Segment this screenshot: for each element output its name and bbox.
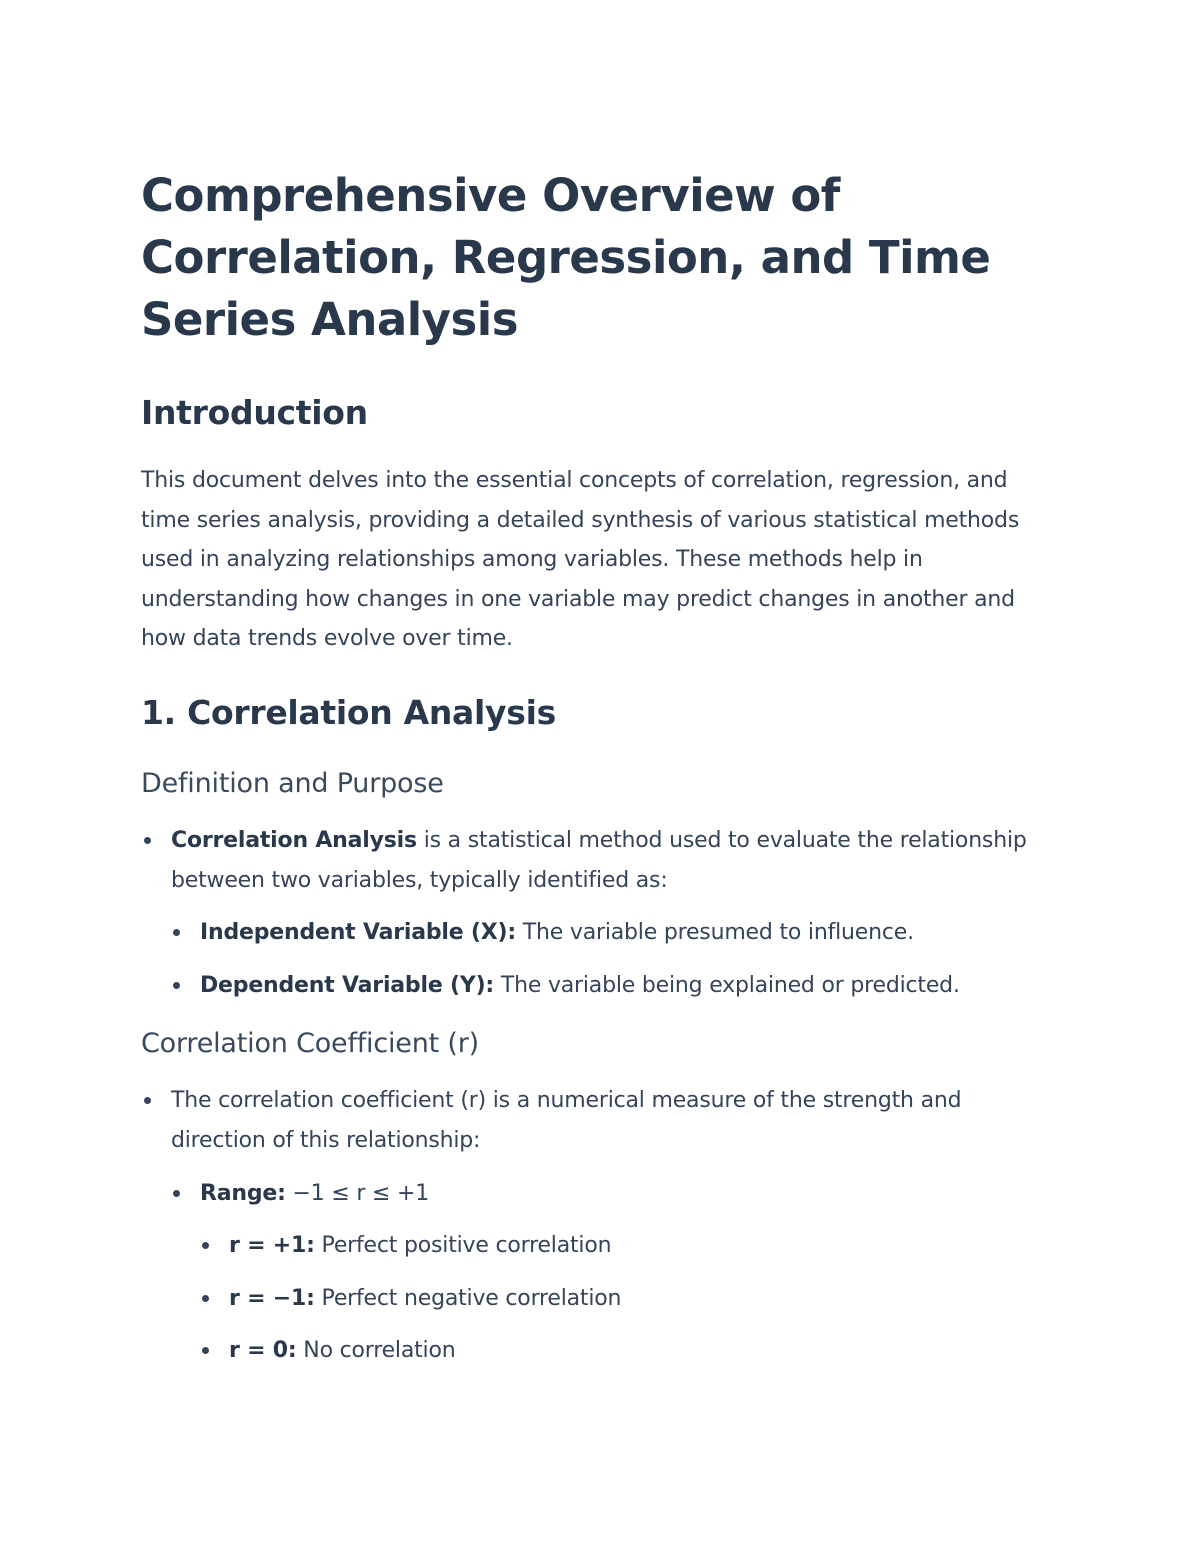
term-text: is a statistical method used to evaluate the relationship between two variables, typically identified as:: [171, 827, 1027, 893]
coefficient-text: The correlation coefficient (r) is a numerical measure of the strength and direction of this relationship:: [171, 1088, 962, 1153]
bullet-icon: [173, 929, 180, 936]
document-title: Comprehensive Overview of Correlation, Regression, and Time Series Analysis: [141, 169, 991, 346]
definition-purpose-heading: Definition and Purpose: [141, 767, 444, 799]
introduction-heading: Introduction: [141, 393, 368, 432]
coefficient-list: [171, 1081, 1056, 1371]
term-bold: r = 0:: [229, 1338, 297, 1364]
term-text: −1 ≤ r ≤ +1: [285, 1180, 430, 1206]
correlation-analysis-heading: 1. Correlation Analysis: [141, 692, 556, 732]
list-item: [200, 966, 1056, 1006]
bullet-icon: [144, 837, 151, 844]
term-bold: r = +1:: [229, 1233, 315, 1259]
bullet-icon: [144, 1097, 151, 1104]
bullet-icon: [202, 1295, 209, 1302]
term-bold: Correlation Analysis: [171, 827, 417, 853]
list-item: [200, 1174, 1056, 1371]
definition-list: [171, 821, 1056, 1005]
range-list: [200, 1174, 1056, 1371]
list-item: [229, 1331, 1056, 1371]
term-text: The variable presumed to influence.: [516, 920, 914, 946]
term-bold: Independent Variable (X):: [200, 920, 516, 946]
term-text: Perfect negative correlation: [314, 1285, 622, 1311]
list-item: [171, 1081, 1056, 1371]
term-text: No correlation: [296, 1338, 456, 1364]
bullet-icon: [202, 1242, 209, 1249]
document-page: [141, 165, 1056, 1371]
term-bold: Range:: [200, 1180, 286, 1206]
list-item: [229, 1226, 1056, 1266]
correlation-coefficient-heading: Correlation Coefficient (r): [141, 1028, 479, 1060]
bullet-icon: [173, 982, 180, 989]
value-list: [229, 1226, 1056, 1371]
list-item: [229, 1279, 1056, 1319]
term-bold: r = −1:: [229, 1285, 315, 1311]
list-item: [200, 913, 1056, 953]
list-item: [171, 821, 1056, 1005]
term-text: Perfect positive correlation: [314, 1233, 612, 1259]
introduction-paragraph: This document delves into the essential concepts of correlation, regression, and time series analysis, providing a detailed synthesis of various statistical methods used in analyzing relationships among variables. These methods help in understanding how changes in one variable may predict changes in another and how data trends evolve over time.: [141, 468, 1020, 652]
bullet-icon: [173, 1190, 180, 1197]
variable-list: [200, 913, 1056, 1005]
term-bold: Dependent Variable (Y):: [200, 972, 495, 998]
term-text: The variable being explained or predicted.: [494, 972, 960, 998]
bullet-icon: [202, 1347, 209, 1354]
